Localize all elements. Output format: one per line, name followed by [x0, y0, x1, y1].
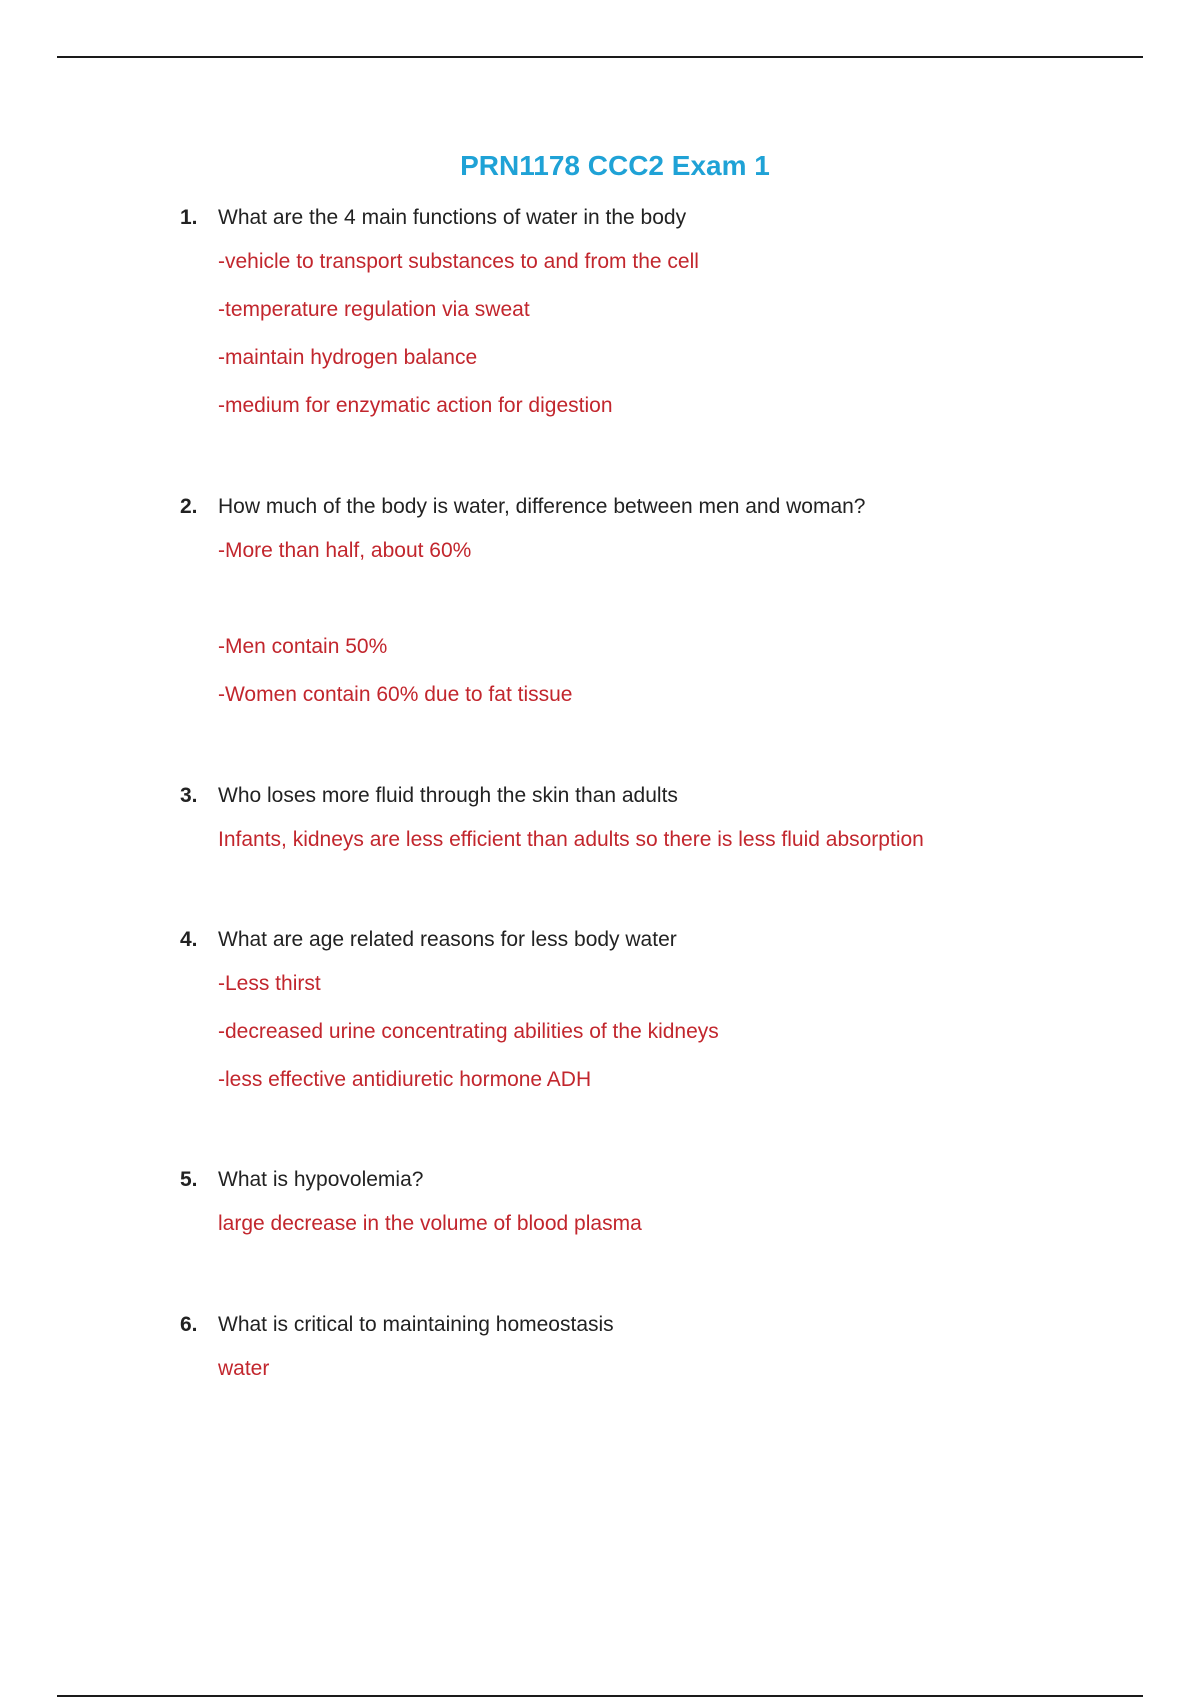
answer-2-2: -Men contain 50%	[218, 635, 388, 658]
question-4-line	[180, 920, 1180, 960]
answer-3-1: Infants, kidneys are less efficient than adults so there is less fluid absorption	[218, 828, 924, 851]
question-3-line	[180, 776, 1180, 816]
document-title: PRN1178 CCC2 Exam 1	[460, 150, 770, 181]
top-rule	[57, 56, 1143, 58]
answer-1-1: -vehicle to transport substances to and from the cell	[218, 250, 699, 273]
answer-2-1: -More than half, about 60%	[218, 539, 472, 562]
question-3-text: Who loses more fluid through the skin than adults	[218, 784, 678, 807]
question-6-line	[180, 1305, 1180, 1345]
question-5-line	[180, 1160, 1180, 1200]
answer-4-2: -decreased urine concentrating abilities of the kidneys	[218, 1020, 719, 1043]
question-4-number: 4.	[180, 928, 198, 951]
answer-2-3: -Women contain 60% due to fat tissue	[218, 683, 573, 706]
question-2-line	[180, 487, 1180, 527]
question-4	[180, 920, 1180, 1104]
question-5-number: 5.	[180, 1168, 198, 1191]
spacer	[180, 575, 1180, 623]
question-6-number: 6.	[180, 1313, 198, 1336]
question-1	[180, 198, 1180, 430]
question-6-text: What is critical to maintaining homeostasis	[218, 1313, 614, 1336]
question-5-text: What is hypovolemia?	[218, 1168, 424, 1191]
answer-1-3: -maintain hydrogen balance	[218, 346, 478, 369]
question-3-number: 3.	[180, 784, 198, 807]
answer-4-3: -less effective antidiuretic hormone ADH	[218, 1068, 592, 1091]
question-1-text: What are the 4 main functions of water in the body	[218, 206, 687, 229]
question-4-text: What are age related reasons for less body water	[218, 928, 677, 951]
question-2	[180, 487, 1180, 719]
question-2-text: How much of the body is water, difference between men and woman?	[218, 495, 866, 518]
answer-1-2: -temperature regulation via sweat	[218, 298, 530, 321]
question-2-number: 2.	[180, 495, 198, 518]
question-1-line	[180, 198, 1180, 238]
question-3	[180, 776, 1180, 864]
bottom-rule	[57, 1695, 1143, 1697]
answer-5-1: large decrease in the volume of blood plasma	[218, 1212, 642, 1235]
question-5	[180, 1160, 1180, 1248]
answer-4-1: -Less thirst	[218, 972, 321, 995]
question-1-number: 1.	[180, 206, 198, 229]
answer-6-1: water	[218, 1357, 270, 1380]
answer-1-4: -medium for enzymatic action for digestion	[218, 394, 613, 417]
question-6	[180, 1305, 1180, 1393]
